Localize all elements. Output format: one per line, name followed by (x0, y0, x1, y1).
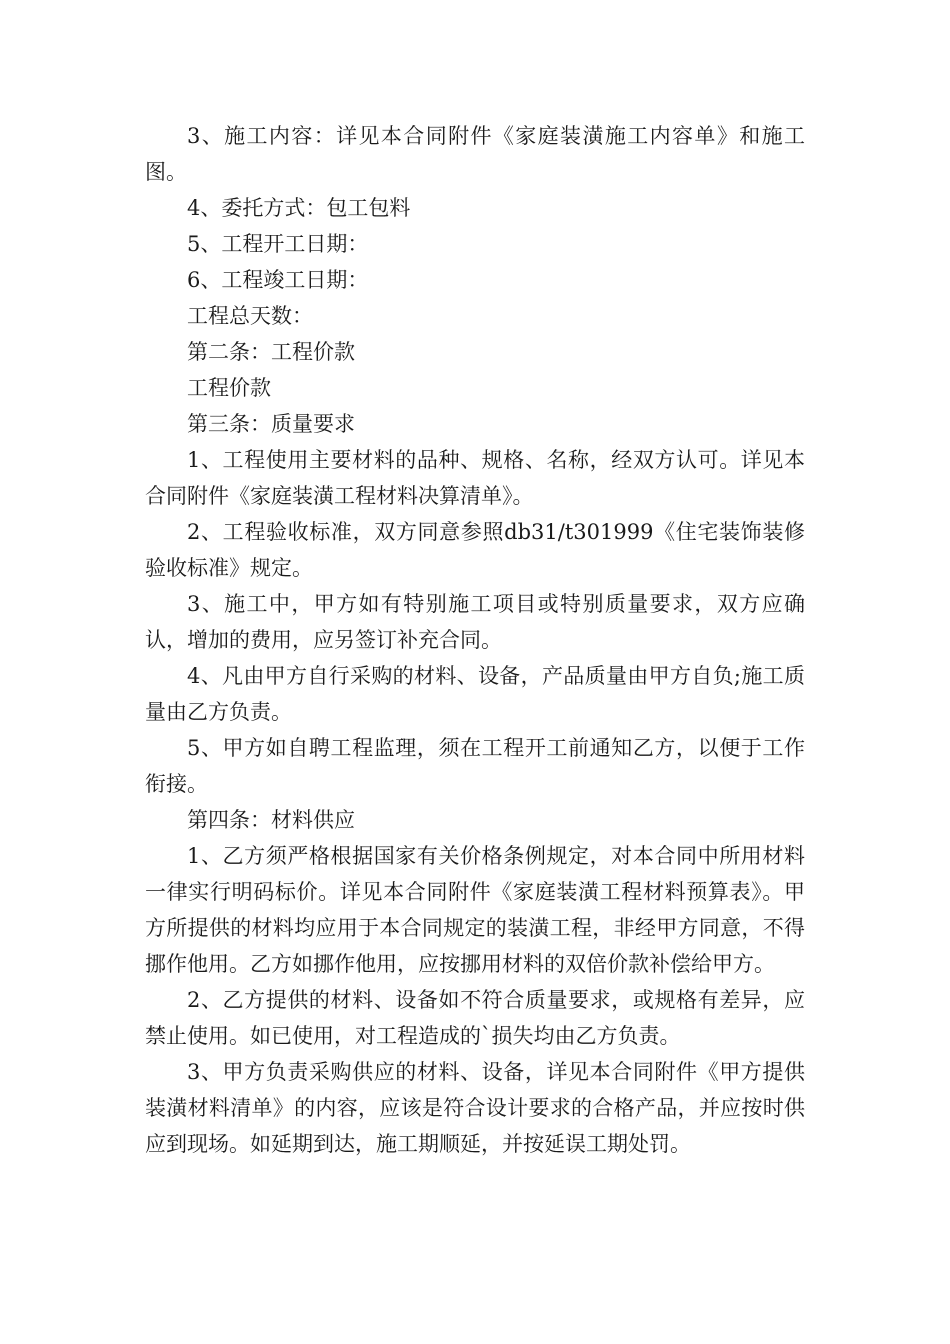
paragraph-construction-content: 3、施工内容：详见本合同附件《家庭装潢施工内容单》和施工图。 (145, 124, 805, 184)
paragraph-supply-2: 2、乙方提供的材料、设备如不符合质量要求，或规格有差异，应禁止使用。如已使用，对工程造成的`损失均由乙方负责。 (145, 988, 805, 1048)
heading-article-2: 第二条：工程价款 (187, 340, 355, 364)
paragraph-commission-method: 4、委托方式：包工包料 (187, 196, 411, 220)
paragraph-project-price: 工程价款 (187, 376, 271, 400)
paragraph-total-days: 工程总天数： (187, 304, 313, 328)
paragraph-completion-date: 6、工程竣工日期： (187, 268, 369, 292)
paragraph-start-date: 5、工程开工日期： (187, 232, 369, 256)
paragraph-quality-1: 1、工程使用主要材料的品种、规格、名称，经双方认可。详见本合同附件《家庭装潢工程材料决算清单》。 (145, 448, 805, 508)
heading-article-4: 第四条：材料供应 (187, 808, 355, 832)
paragraph-supply-1: 1、乙方须严格根据国家有关价格条例规定，对本合同中所用材料一律实行明码标价。详见本合同附件《家庭装潢工程材料预算表》。甲方所提供的材料均应用于本合同规定的装潢工程，非经甲方同意，不得挪作他用。乙方如挪作他用，应按挪用材料的双倍价款补偿给甲方。 (145, 844, 805, 976)
paragraph-quality-4: 4、凡由甲方自行采购的材料、设备，产品质量由甲方自负;施工质量由乙方负责。 (145, 664, 805, 724)
paragraph-quality-2: 2、工程验收标准，双方同意参照db31/t301999《住宅装饰装修验收标准》规定。 (145, 520, 805, 580)
paragraph-supply-3: 3、甲方负责采购供应的材料、设备，详见本合同附件《甲方提供装潢材料清单》的内容，应该是符合设计要求的合格产品，并应按时供应到现场。如延期到达，施工期顺延，并按延误工期处罚。 (145, 1060, 805, 1156)
paragraph-quality-3: 3、施工中，甲方如有特别施工项目或特别质量要求，双方应确认，增加的费用，应另签订补充合同。 (145, 592, 805, 652)
paragraph-quality-5: 5、甲方如自聘工程监理，须在工程开工前通知乙方，以便于工作衔接。 (145, 736, 805, 796)
heading-article-3: 第三条：质量要求 (187, 412, 355, 436)
